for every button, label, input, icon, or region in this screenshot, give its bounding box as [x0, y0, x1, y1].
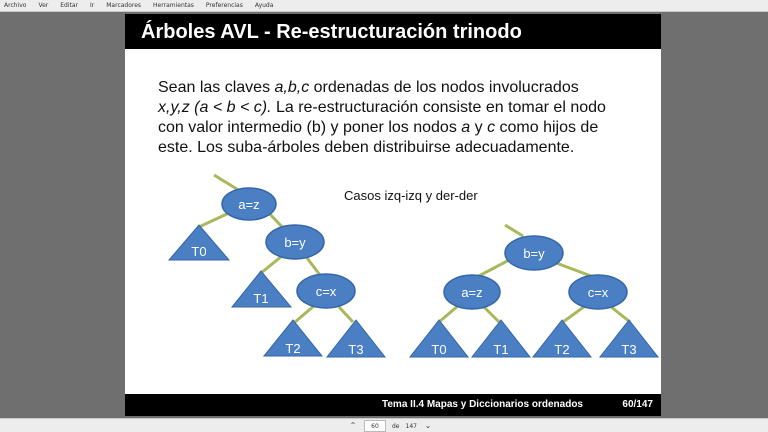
trinode-diagram	[125, 14, 661, 416]
left-node-c-label: c=x	[315, 284, 337, 299]
body-l3b: a	[461, 119, 471, 136]
body-l3c: y	[470, 119, 488, 136]
menu-editar[interactable]: Editar	[60, 1, 78, 9]
menu-ver[interactable]: Ver	[38, 1, 49, 9]
right-node-b-label: b=y	[523, 246, 545, 261]
right-edge-c-t3	[610, 306, 630, 322]
body-l2a: x,y,z (a < b < c).	[158, 99, 272, 116]
body-l3a: con valor intermedio (b) y poner los nodos	[158, 119, 462, 136]
left-node-b-label: b=y	[284, 235, 306, 250]
footer-page-number: 60/147	[622, 399, 653, 410]
page-navigation	[348, 420, 433, 432]
body-l3d: c	[487, 119, 496, 136]
right-subtree-t3-label: T3	[621, 342, 637, 357]
prev-page-icon[interactable]: ⌃	[349, 421, 357, 430]
menu-archivo[interactable]: Archivo	[4, 1, 27, 9]
right-edge-c-t2	[563, 306, 585, 322]
body-l1c: ordenadas de los nodos involucrados	[309, 79, 579, 96]
body-l1b: a,b,c	[274, 79, 310, 96]
menu-preferencias[interactable]: Preferencias	[205, 1, 243, 9]
page-number-input[interactable]	[364, 420, 386, 432]
slide-title: Árboles AVL - Re-estructuración trinodo	[141, 21, 522, 43]
body-line-4: este. Los suba-árboles deben distribuirse adecuadamente.	[158, 139, 575, 156]
menu-ayuda[interactable]: Ayuda	[254, 1, 274, 9]
left-subtree-t3-label: T3	[348, 342, 364, 357]
menu-marcadores[interactable]: Marcadores	[106, 1, 142, 9]
body-l3e: como hijos de	[495, 119, 599, 136]
caption: Casos izq-izq y der-der	[344, 188, 478, 203]
left-subtree-t0-label: T0	[191, 244, 207, 259]
right-node-c-label: c=x	[587, 285, 609, 300]
right-edge-root-in	[505, 225, 523, 236]
next-page-icon[interactable]: ⌄	[424, 421, 432, 430]
menu-ir[interactable]: Ir	[90, 1, 95, 9]
right-subtree-t1-label: T1	[493, 342, 509, 357]
right-edge-a-t0	[439, 305, 459, 322]
left-node-a-label: a=z	[238, 197, 260, 212]
left-edge-c-t2	[295, 305, 315, 322]
page-navigation-bar	[0, 418, 768, 432]
menu-bar	[0, 0, 768, 12]
page-of-label: de	[392, 422, 400, 430]
left-edge-c-t3	[339, 307, 353, 322]
left-subtree-t2-label: T2	[285, 341, 301, 356]
right-node-a-label: a=z	[461, 285, 483, 300]
left-subtree-t1-label: T1	[253, 291, 269, 306]
menu-herramientas[interactable]: Herramientas	[153, 1, 194, 9]
right-subtree-t2-label: T2	[554, 342, 570, 357]
right-subtree-t0-label: T0	[431, 342, 447, 357]
footer-text: Tema II.4 Mapas y Diccionarios ordenados	[382, 399, 583, 410]
slide	[125, 14, 661, 416]
left-edge-b-t1	[261, 256, 282, 273]
body-l1a: Sean las claves	[158, 79, 275, 96]
page-total-label: 147	[405, 422, 417, 430]
right-edge-a-t1	[483, 306, 499, 322]
slide-footer	[125, 394, 661, 416]
body-l2b: La re-estructuración consiste en tomar el nodo	[271, 99, 606, 116]
left-edge-a-t0	[199, 212, 231, 227]
